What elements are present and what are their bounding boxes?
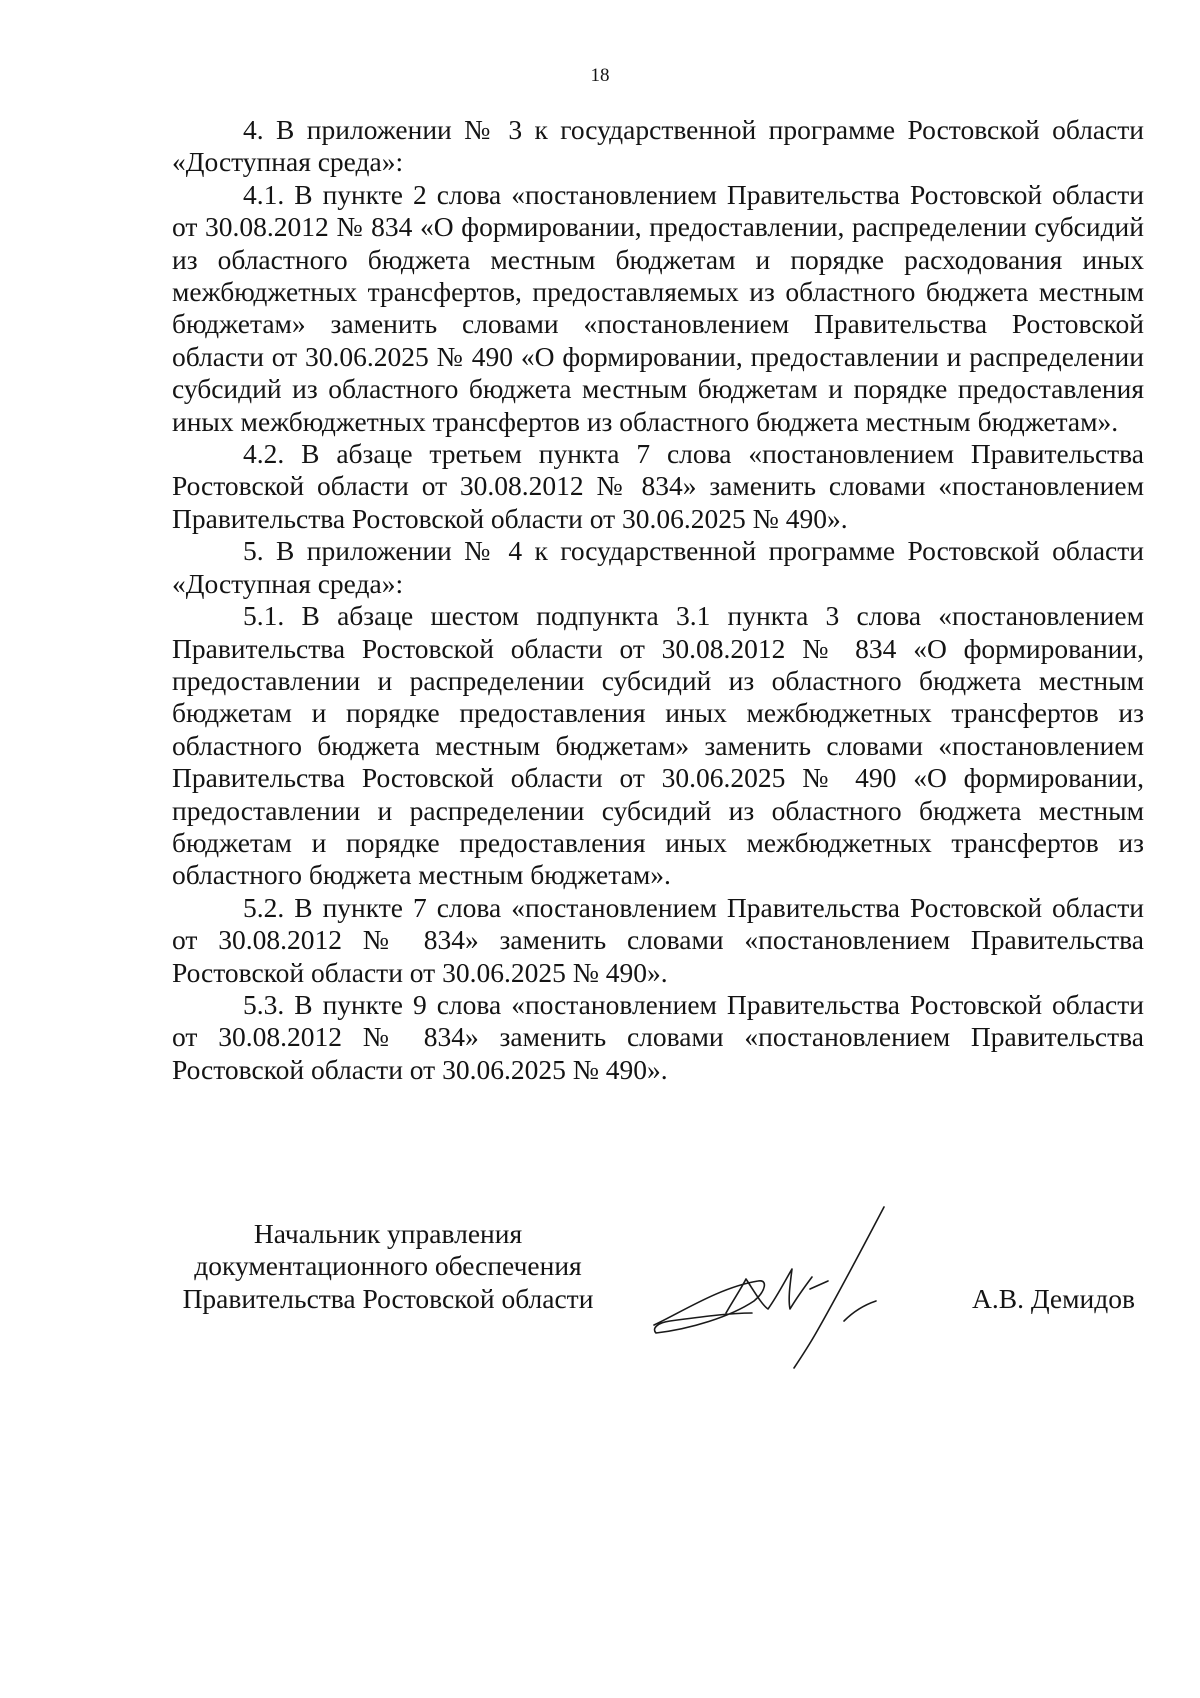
handwritten-signature (650, 1205, 920, 1370)
signatory-title-line: документационного обеспечения (194, 1250, 582, 1282)
paragraph-4-1: 4.1. В пункте 2 слова «постановлением Правительства Ростовской области от 30.08.2012 № 834 «О формировании, предоставлении, распределении субсидий из областного бюджета местным бюджетам и порядке расходования иных межбюджетных трансфертов, предоставляемых из областного бюджета местным бюджетам» заменить словами «постановлением Правительства Ростовской области от 30.06.2025 № 490 «О формировании, предоставлении и распределении субсидий из областного бюджета местным бюджетам и порядке предоставления иных межбюджетных трансфертов из областного бюджета местным бюджетам». (172, 178, 1144, 437)
signature-stroke-flourish (726, 1269, 812, 1313)
signatory-title-line: Начальник управления (253, 1218, 523, 1249)
paragraph-5: 5. В приложении № 4 к государственной программе Ростовской области «Доступная среда»: (172, 535, 1144, 599)
signatory-name: А.В. Демидов (972, 1283, 1135, 1314)
paragraph-4-2: 4.2. В абзаце третьем пункта 7 слова «постановлением Правительства Ростовской области от 30.08.2012 № 834» заменить словами «постановлением Правительства Ростовской области от 30.06.2025 № 490». (172, 438, 1144, 534)
paragraph-5-2: 5.2. В пункте 7 слова «постановлением Правительства Ростовской области от 30.08.2012 № 834» заменить словами «постановлением Правительства Ростовской области от 30.06.2025 № 490». (172, 891, 1144, 988)
signature-stroke-loop (654, 1281, 764, 1333)
paragraph-5-3: 5.3. В пункте 9 слова «постановлением Правительства Ростовской области от 30.08.2012 № 834» заменить словами «постановлением Правительства Ростовской области от 30.06.2025 № 490». (172, 988, 1144, 1085)
signature-stroke-dash (810, 1281, 828, 1289)
signature-stroke-tick (844, 1301, 876, 1321)
paragraph-5-1: 5.1. В абзаце шестом подпункта 3.1 пункта 3 слова «постановлением Правительства Ростовской области от 30.08.2012 № 834 «О формировании, предоставлении и распределении субсидий из областного бюджета местным бюджетам и порядке предоставления иных межбюджетных трансфертов из областного бюджета местным бюджетам» заменить словами «постановлением Правительства Ростовской области от 30.06.2025 № 490 «О формировании, предоставлении и распределении субсидий из областного бюджета местным бюджетам и порядке предоставления иных межбюджетных трансфертов из областного бюджета местным бюджетам». (172, 600, 1144, 891)
paragraph-4: 4. В приложении № 3 к государственной программе Ростовской области «Доступная среда»: (172, 114, 1144, 178)
document-body (172, 114, 1144, 1086)
signature-stroke-diagonal (794, 1207, 884, 1368)
page-number: 18 (590, 65, 610, 86)
signatory-title-line: Правительства Ростовской области (182, 1282, 594, 1314)
signatory-title (168, 1218, 608, 1315)
